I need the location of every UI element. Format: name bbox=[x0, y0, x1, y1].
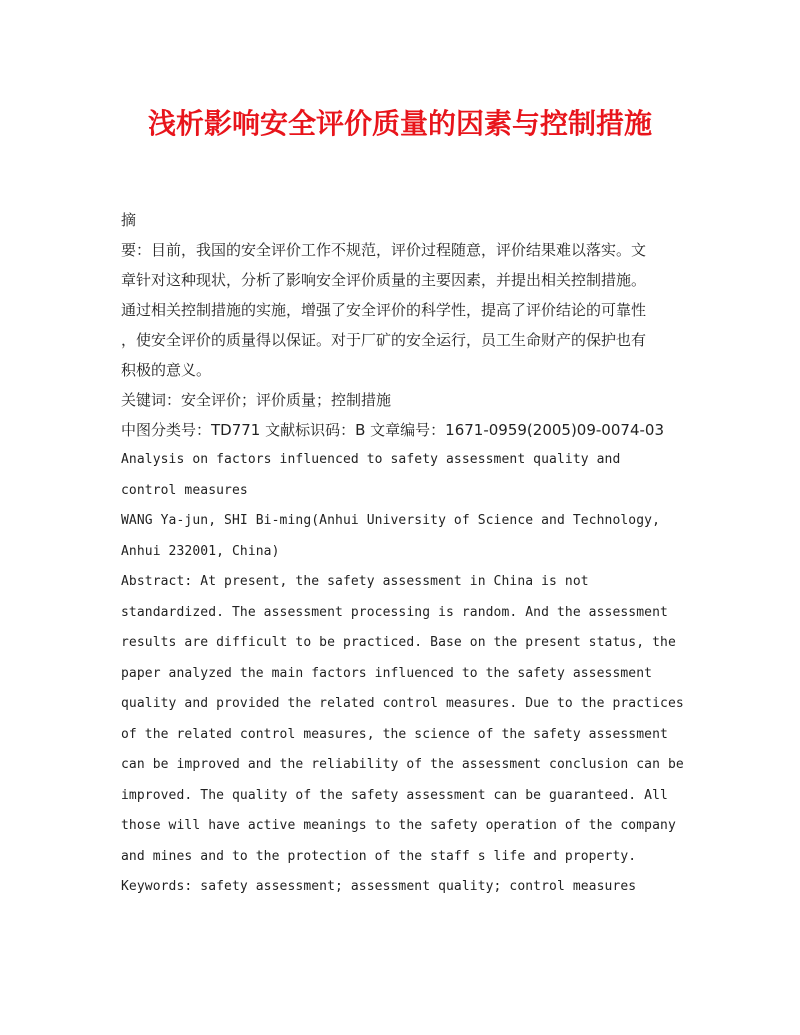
english-abstract-line: paper analyzed the main factors influenced to the safety assessment bbox=[121, 665, 653, 681]
english-title-line: control measures bbox=[121, 482, 248, 498]
chinese-abstract-line: 积极的意义。 bbox=[121, 361, 212, 379]
english-abstract-line: improved. The quality of the safety assessment can be guaranteed. All bbox=[121, 787, 668, 803]
english-abstract-line: and mines and to the protection of the staff s life and property. bbox=[121, 848, 637, 864]
english-abstract-line: Abstract: At present, the safety assessment in China is not bbox=[121, 574, 589, 589]
abstract-label-line: 摘 bbox=[121, 211, 137, 229]
english-abstract-line: those will have active meanings to the safety operation of the company bbox=[121, 818, 676, 833]
authors-line: WANG Ya-jun, SHI Bi-ming(Anhui University of Science and Technology, bbox=[121, 513, 661, 528]
classification-line: 中图分类号：TD771 文献标识码：B 文章编号：1671-0959(2005)09-0074-03 bbox=[121, 421, 664, 439]
document-body bbox=[121, 205, 683, 903]
chinese-abstract-line: 章针对这种现状，分析了影响安全评价质量的主要因素，并提出相关控制措施。 bbox=[121, 271, 647, 289]
chinese-abstract-line: ，使安全评价的质量得以保证。对于厂矿的安全运行，员工生命财产的保护也有 bbox=[121, 331, 647, 349]
document-title: 浅析影响安全评价质量的因素与控制措施 bbox=[147, 107, 652, 140]
chinese-abstract-line: 通过相关控制措施的实施，增强了安全评价的科学性，提高了评价结论的可靠性 bbox=[121, 301, 647, 319]
chinese-abstract-line: 要：目前，我国的安全评价工作不规范，评价过程随意，评价结果难以落实。文 bbox=[121, 241, 647, 259]
english-title-line: Analysis on factors influenced to safety assessment quality and bbox=[121, 452, 621, 467]
english-abstract-line: can be improved and the reliability of the assessment conclusion can be bbox=[121, 757, 684, 772]
english-abstract-line: standardized. The assessment processing is random. And the assessment bbox=[121, 604, 668, 620]
english-keywords-line: Keywords: safety assessment; assessment quality; control measures bbox=[121, 879, 637, 894]
english-abstract-line: results are difficult to be practiced. Base on the present status, the bbox=[121, 635, 676, 650]
authors-line: Anhui 232001, China) bbox=[121, 543, 280, 559]
english-abstract-line: of the related control measures, the science of the safety assessment bbox=[121, 726, 668, 742]
english-abstract-line: quality and provided the related control measures. Due to the practices bbox=[121, 696, 684, 711]
chinese-keywords-line: 关键词：安全评价；评价质量；控制措施 bbox=[121, 391, 392, 409]
